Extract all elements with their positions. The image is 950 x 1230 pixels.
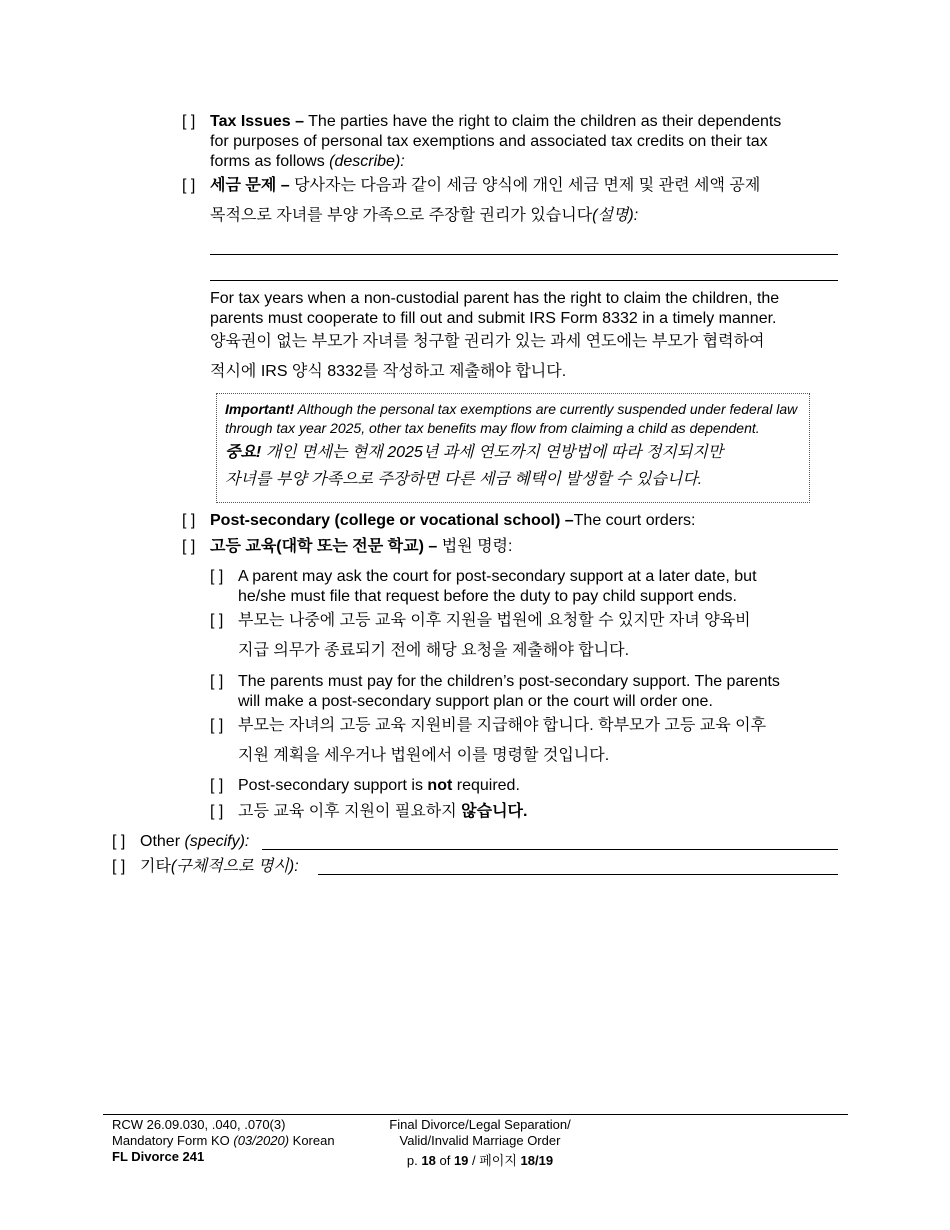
option-not-required-checkbox[interactable]: [ ] <box>210 777 224 794</box>
important-en: Important! Although the personal tax exemptions are currently suspended under federal law through tax year 2025, other tax benefits may flow from claiming a child as dependent. <box>225 401 798 436</box>
important-label: Important! <box>225 401 295 417</box>
important-ko: 중요! 개인 면세는 현재 2025년 과세 연도까지 연방법에 따라 정지되지만 자녀를 부양 가족으로 주장하면 다른 세금 혜택이 발생할 수 있습니다. <box>225 444 724 488</box>
footer-rcw: RCW 26.09.030, .040, .070(3) <box>112 1117 286 1132</box>
other-ko-specify-line[interactable] <box>318 874 838 875</box>
option-parents-pay-en: The parents must pay for the children’s post-secondary support. The parents will make a post-secondary support plan or the court will order one. <box>238 673 780 710</box>
footer-form: Mandatory Form KO (03/2020) Korean <box>112 1133 335 1148</box>
option-later-request-ko: 부모는 나중에 고등 교육 이후 지원을 법원에 요청할 수 있지만 자녀 양육비 지급 의무가 종료되기 전에 해당 요청을 제출해야 합니다. <box>238 612 751 659</box>
other-specify-line[interactable] <box>262 849 838 850</box>
describe-line-1[interactable] <box>210 254 838 255</box>
tax-issues-title: Tax Issues – <box>210 113 304 130</box>
footer-center <box>360 1117 600 1169</box>
noncustodial-en: For tax years when a non-custodial parent has the right to claim the children, the parents must cooperate to fill out and submit IRS Form 8332 in a timely manner. <box>210 290 780 327</box>
tax-issues-ko-checkbox[interactable]: [ ] <box>182 177 196 194</box>
footer-divider <box>103 1114 848 1115</box>
option-parents-pay-ko: 부모는 자녀의 고등 교육 지원비를 지급해야 합니다. 학부모가 고등 교육 이후 지원 계획을 세우거나 법원에서 이를 명령할 것입니다. <box>238 717 767 764</box>
option-later-request-en: A parent may ask the court for post-secondary support at a later date, but he/she must file that request before the duty to pay child support ends. <box>238 568 757 605</box>
tax-issues-ko-title: 세금 문제 <box>210 177 277 194</box>
footer-left <box>112 1117 402 1165</box>
other-ko-checkbox[interactable]: [ ] <box>112 858 126 875</box>
option-later-request-ko-checkbox[interactable]: [ ] <box>210 612 224 629</box>
postsecondary-ko-checkbox[interactable]: [ ] <box>182 538 196 555</box>
tax-issues-checkbox[interactable]: [ ] <box>182 113 196 130</box>
noncustodial-ko: 양육권이 없는 부모가 자녀를 청구할 권리가 있는 과세 연도에는 부모가 협력하여 적시에 IRS 양식 8332를 작성하고 제출해야 합니다. <box>210 333 765 380</box>
footer-title-1: Final Divorce/Legal Separation/ <box>389 1117 571 1132</box>
postsecondary-checkbox[interactable]: [ ] <box>182 512 196 529</box>
footer-page: p. 18 of 19 / 페이지 18/19 <box>406 1153 554 1168</box>
important-ko-label: 중요! <box>225 444 262 461</box>
postsecondary-en: Post-secondary (college or vocational school) –The court orders: <box>210 512 696 529</box>
option-not-required-ko: 고등 교육 이후 지원이 필요하지 않습니다. <box>238 803 528 820</box>
postsecondary-ko: 고등 교육(대학 또는 전문 학교) – 법원 명령: <box>210 538 513 555</box>
postsecondary-title: Post-secondary (college or vocational school) – <box>210 512 574 529</box>
footer-title-2: Valid/Invalid Marriage Order <box>399 1133 561 1148</box>
tax-issues-ko: 세금 문제 – 당사자는 다음과 같이 세금 양식에 개인 세금 면제 및 관련 세액 공제 목적으로 자녀를 부양 가족으로 주장할 권리가 있습니다(설명): <box>210 177 761 224</box>
important-notice-box <box>216 393 810 503</box>
footer-form-id: FL Divorce 241 <box>112 1149 205 1164</box>
option-parents-pay-ko-checkbox[interactable]: [ ] <box>210 717 224 734</box>
postsecondary-ko-title: 고등 교육(대학 또는 전문 학교) – <box>210 538 438 555</box>
option-not-required-ko-checkbox[interactable]: [ ] <box>210 803 224 820</box>
tax-issues-en: Tax Issues – The parties have the right to claim the children as their dependents for purposes of personal tax exemptions and associated tax credits on their tax forms as follows (describe): <box>210 113 782 170</box>
other-en-label: Other (specify): <box>140 833 250 850</box>
other-checkbox[interactable]: [ ] <box>112 833 126 850</box>
option-not-required-en: Post-secondary support is not required. <box>238 777 520 794</box>
option-parents-pay-checkbox[interactable]: [ ] <box>210 673 224 690</box>
describe-line-2[interactable] <box>210 280 838 281</box>
other-ko-label: 기타(구체적으로 명시): <box>140 858 299 875</box>
option-later-request-checkbox[interactable]: [ ] <box>210 568 224 585</box>
